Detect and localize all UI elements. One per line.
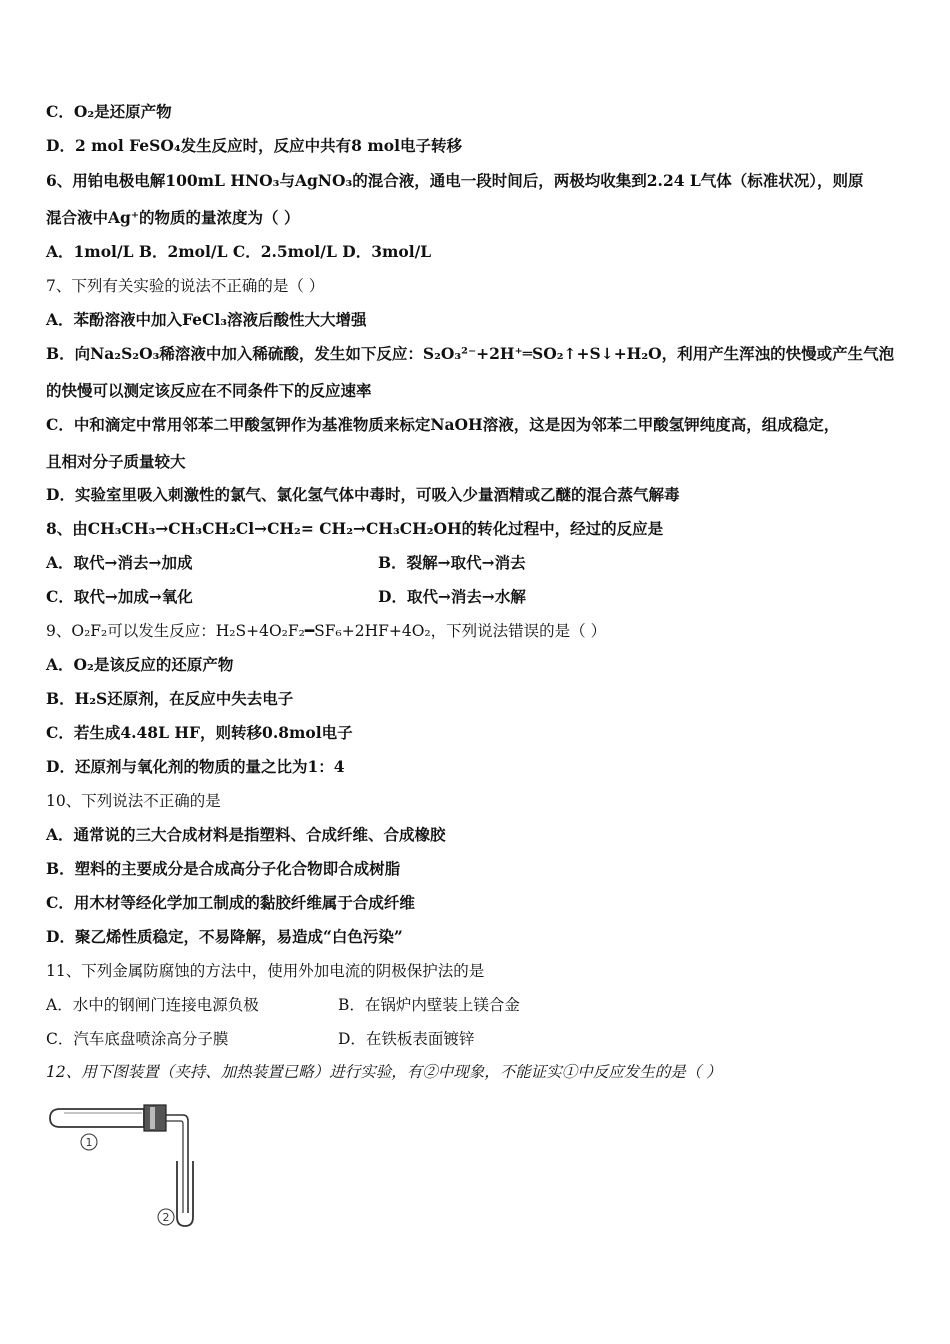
- q10-stem: 10、下列说法不正确的是: [46, 792, 221, 810]
- q7-option-a: A．苯酚溶液中加入FeCl₃溶液后酸性大大增强: [46, 310, 367, 329]
- q5-option-d: D．2 mol FeSO₄发生反应时，反应中共有8 mol电子转移: [46, 136, 462, 155]
- q11-option-c: C．汽车底盘喷涂高分子膜: [46, 1030, 229, 1048]
- q11-option-b: B．在锅炉内壁装上镁合金: [338, 996, 520, 1014]
- q6-stem-line2: 混合液中Ag⁺的物质的量浓度为（ ）: [46, 208, 300, 227]
- q8-option-c: C．取代→加成→氧化: [46, 587, 193, 606]
- q11-option-a: A．水中的钢闸门连接电源负极: [46, 996, 259, 1014]
- q12-stem: 12、用下图装置（夹持、加热装置已略）进行实验，有②中现象，不能证实①中反应发生的是（ ）: [46, 1063, 722, 1081]
- q9-stem: 9、O₂F₂可以发生反应：H₂S+4O₂F₂━SF₆+2HF+4O₂，下列说法错误的是（ ）: [46, 622, 607, 640]
- q10-option-b: B．塑料的主要成分是合成高分子化合物即合成树脂: [46, 859, 401, 878]
- rubber-stopper: [144, 1105, 166, 1131]
- q9-option-c: C．若生成4.48L HF，则转移0.8mol电子: [46, 723, 353, 742]
- q9-option-d: D．还原剂与氧化剂的物质的量之比为1：4: [46, 757, 345, 776]
- test-tube-2: [177, 1161, 193, 1226]
- q8-option-a: A．取代→消去→加成: [46, 553, 193, 572]
- q9-option-b: B．H₂S还原剂，在反应中失去电子: [46, 689, 294, 708]
- q7-option-c-line2: 且相对分子质量较大: [46, 452, 186, 471]
- q10-option-a: A．通常说的三大合成材料是指塑料、合成纤维、合成橡胶: [46, 825, 446, 844]
- apparatus-figure: [40, 1095, 220, 1235]
- svg-text:2: 2: [162, 1211, 170, 1224]
- q10-option-c: C．用木材等经化学加工制成的黏胶纤维属于合成纤维: [46, 893, 415, 912]
- q7-option-d: D．实验室里吸入刺激性的氯气、氯化氢气体中毒时，可吸入少量酒精或乙醚的混合蒸气解毒: [46, 485, 680, 504]
- svg-text:1: 1: [85, 1136, 93, 1149]
- q10-option-d: D．聚乙烯性质稳定，不易降解，易造成“白色污染”: [46, 927, 403, 946]
- q8-stem: 8、由CH₃CH₃→CH₃CH₂Cl→CH₂= CH₂→CH₃CH₂OH的转化过程中，经过的反应是: [46, 519, 664, 538]
- q6-stem-line1: 6、用铂电极电解100mL HNO₃与AgNO₃的混合液，通电一段时间后，两极均收集到2.24 L气体（标准状况），则原: [46, 171, 864, 190]
- q9-option-a: A．O₂是该反应的还原产物: [46, 655, 234, 674]
- q6-options: A．1mol/L B．2mol/L C．2.5mol/L D．3mol/L: [46, 242, 432, 261]
- q7-option-c-line1: C．中和滴定中常用邻苯二甲酸氢钾作为基准物质来标定NaOH溶液，这是因为邻苯二甲酸氢钾纯度高，组成稳定，: [46, 415, 840, 434]
- q11-stem: 11、下列金属防腐蚀的方法中，使用外加电流的阴极保护法的是: [46, 962, 485, 980]
- q8-option-b: B．裂解→取代→消去: [378, 553, 526, 572]
- q5-option-c: C．O₂是还原产物: [46, 102, 172, 121]
- q11-option-d: D．在铁板表面镀锌: [338, 1030, 475, 1048]
- q7-option-b-line2: 的快慢可以测定该反应在不同条件下的反应速率: [46, 381, 372, 400]
- q7-stem: 7、下列有关实验的说法不正确的是（ ）: [46, 277, 325, 295]
- q8-option-d: D．取代→消去→水解: [378, 587, 526, 606]
- q7-option-b-line1: B．向Na₂S₂O₃稀溶液中加入稀硫酸，发生如下反应：S₂O₃²⁻+2H⁺═SO₂↑+S↓+H₂O，利用产生浑浊的快慢或产生气泡: [46, 344, 895, 363]
- test-tube-1: [50, 1109, 144, 1127]
